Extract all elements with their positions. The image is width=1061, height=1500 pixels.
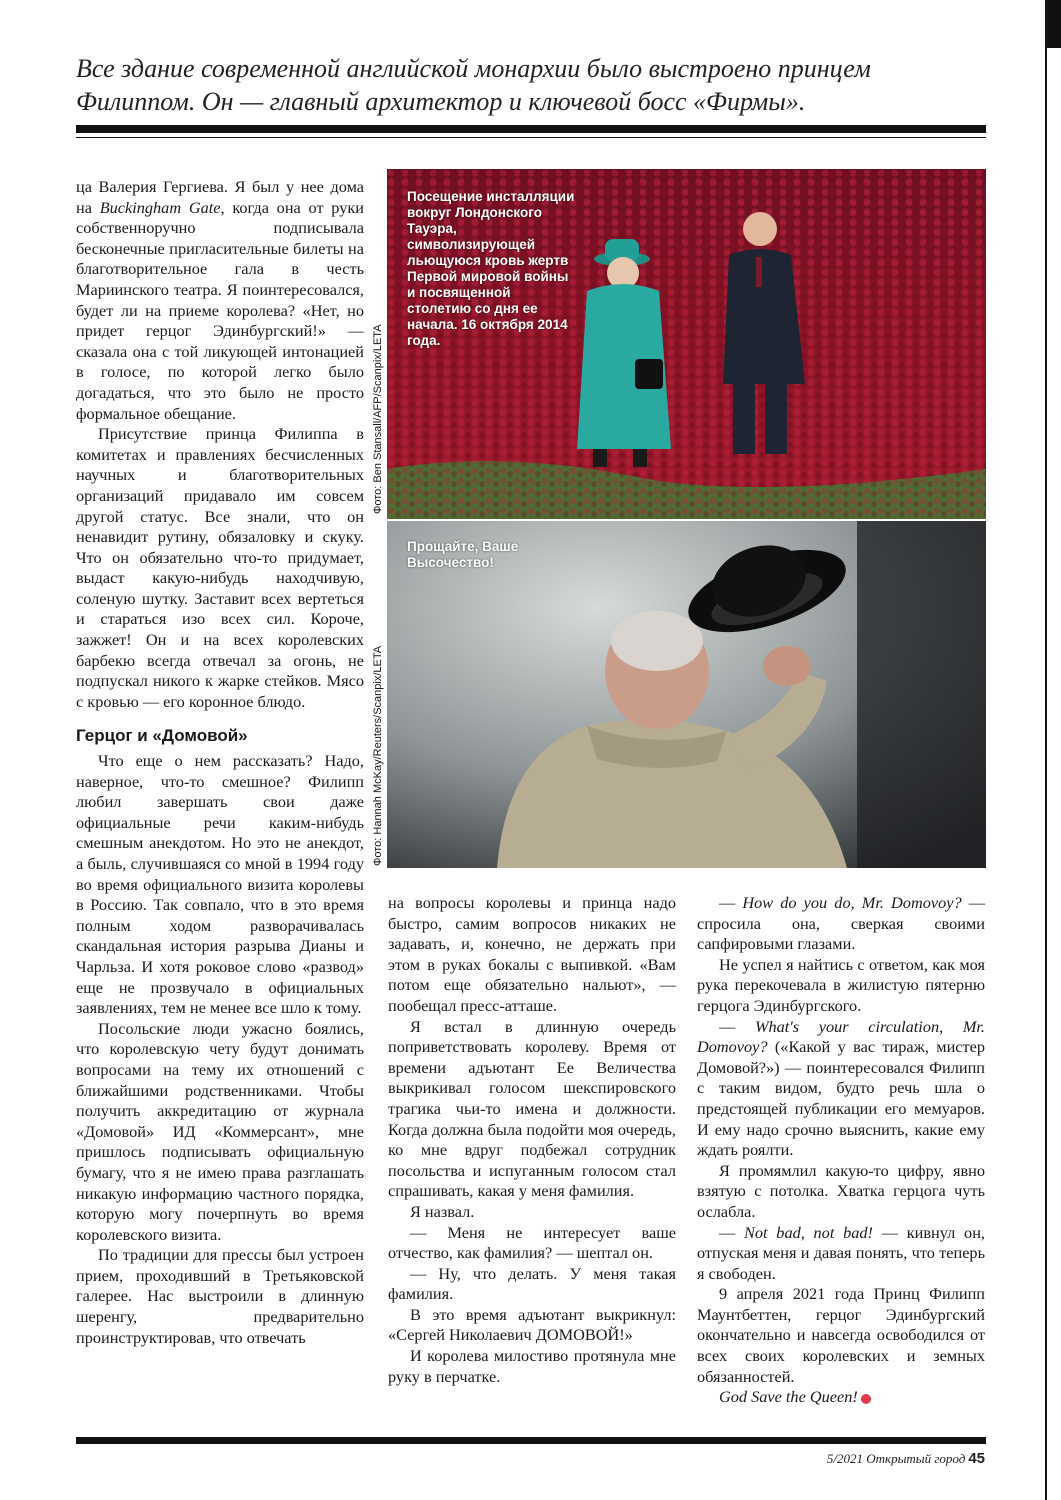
- column-3: [697, 893, 985, 1408]
- edge-tab: [1045, 0, 1061, 48]
- photo-tower-poppies: [387, 169, 986, 519]
- col2-paragraph-5: — Ну, что делать. У меня такая фамилия.: [388, 1263, 676, 1304]
- edge-rule: [1045, 48, 1047, 1500]
- col3-paragraph-1: — How do you do, Mr. Domovoy? — спросила она, сверкая своими сапфировыми глазами.: [697, 893, 985, 954]
- col3-paragraph-6: 9 апреля 2021 года Принц Филипп Маунтбеттен, герцог Эдинбургский окончательно и навсегда освободился от всех своих королевских и земных обязанностей.: [697, 1284, 985, 1386]
- photo-tower-credit: Фото: Ben Stansall/AFP/Scanpix/LETA: [372, 324, 384, 514]
- photo-farewell: [387, 521, 986, 868]
- col1-paragraph-5: По традиции для прессы был устроен прием, проходивший в Третьяковской галерее. Нас выстроили в длинную шеренгу, предварительно проинструктировав, что отвечать: [76, 1245, 364, 1347]
- page-footer: [827, 1450, 985, 1467]
- place-name: Buckingham Gate: [99, 197, 221, 217]
- col3-paragraph-3: — What's your circulation, Mr. Domovoy? («Какой у вас тираж, мистер Домовой?») — поинтересовался Филипп с таким видом, будто речь шла о предстоящей публикации его мемуаров. И ему надо срочно выяснить, какие ему ждать роялти.: [697, 1016, 985, 1160]
- col3-paragraph-7: God Save the Queen!: [697, 1387, 985, 1408]
- col2-paragraph-2: Я встал в длинную очередь поприветствовать королеву. Время от времени адъютант Ее Величества выкрикивал голосом шекспировского трагика чьи-то имена и должности. Когда должна была подойти моя очередь, ко мне вдруг подбежал сотрудник посольства и испуганным голосом стал спрашивать, какая у меня фамилия.: [388, 1016, 676, 1201]
- column-2: [388, 893, 676, 1387]
- photo-farewell-image: [387, 521, 986, 868]
- col2-paragraph-3: Я назвал.: [410, 1201, 475, 1221]
- col1-paragraph-4: Посольские люди ужасно боялись, что королевскую чету будут донимать вопросами на тему их отношений с ближайшими родственниками. Чтобы получить аккредитацию от журнала «Домовой» ИД «Коммерсант», мне пришлось подписывать официальную бумагу, что я не имею права разглашать никакую информацию частного порядка, которую могу почерпнуть во время королевского визита.: [76, 1018, 364, 1244]
- photo-tower-caption: Посещение инсталляции вокруг Лондонского Тауэра, символизирующей льющуюся кровь жертв Первой мировой войны и посвященной столетию со дня ее начала. 16 октября 2014 года.: [407, 189, 575, 348]
- col3-paragraph-4: Я промямлил какую-то цифру, явно взятую с потолка. Хватка герцога чуть ослабла.: [697, 1160, 985, 1221]
- col1-paragraph-1: ца Валерия Гергиева. Я был у нее дома на Buckingham Gate, когда она от руки собственноручно подписывала бесконечные пригласительные билеты на благотворительное гала в честь Мариинского театра. Я поинтересовался, будет ли на приеме королева? «Нет, но придет герцог Эдинбургский!» — сказала она с той ликующей интонацией в голосе, по которой легко было догадаться, что это было не просто формальное обещание.: [76, 177, 365, 423]
- col3-paragraph-5: — Not bad, not bad! — кивнул он, отпуская меня и давая понять, что теперь я свободен.: [697, 1222, 985, 1283]
- issue-label: 5/2021 Открытый город: [826, 1451, 966, 1466]
- column-1: [76, 177, 364, 1348]
- end-of-article-icon: [861, 1394, 871, 1404]
- col3-paragraph-2: Не успел я найтись с ответом, как моя рука перекочевала в жилистую пятерню герцога Эдинбургского.: [697, 954, 985, 1015]
- section-subheading: Герцог и «Домовой»: [76, 726, 248, 746]
- photo-farewell-credit: Фото: Hannah McKay/Reuters/Scanpix/LETA: [372, 645, 384, 866]
- col1-paragraph-2: Присутствие принца Филиппа в комитетах и правлениях бесчисленных научных и благотворительных организаций придавало им совсем другой статус. Все знали, что он ненавидит рутину, обязаловку и скуку. Что он обязательно что-то придумает, выдаст какую-нибудь находчивую, соленую шутку. Заставит всех вертеться и стараться изо всех сил. Короче, зажжет! Он и на всех королевских барбекю всегда отвечал за огонь, не подпускал никого к жарке стейков. Мясо с кровью — его коронное блюдо.: [76, 424, 364, 711]
- col1-paragraph-3: Что еще о нем рассказать? Надо, наверное, что-то смешное? Филипп любил завершать свои даже официальные речи каким-нибудь смешным анекдотом. Но это не анекдот, а быль, случившаяся со мной в 1994 году во время официального визита королевы в Россию. Так совпало, что в это время полным ходом разворачивалась скандальная история разрыва Дианы и Чарльза. И хотя роковое слово «развод» еще не прозвучало в официальных заявлениях, тем не менее все шло к тому.: [76, 751, 364, 1018]
- col2-paragraph-6: В это время адъютант выкрикнул: «Сергей Николаевич ДОМОВОЙ!»: [388, 1304, 676, 1345]
- top-rule-thin: [76, 137, 986, 138]
- col2-paragraph-1: на вопросы королевы и принца надо быстро, самим вопросов никаких не задавать, и, конечно, не держать при этом в руках бокалы с выпивкой. «Вам потом еще обязательно нальют», — пообещал пресс-атташе.: [388, 893, 676, 1015]
- photo-farewell-caption: Прощайте, Ваше Высочество!: [407, 539, 519, 570]
- col2-paragraph-4: — Меня не интересует ваше отчество, как фамилия? — шептал он.: [388, 1222, 676, 1263]
- top-rule: [76, 125, 986, 133]
- page-number: 45: [968, 1450, 985, 1467]
- bottom-rule: [76, 1437, 986, 1444]
- col2-paragraph-7: И королева милостиво протянула мне руку в перчатке.: [388, 1346, 676, 1386]
- pull-quote: Все здание современной английской монархии было выстроено принцем Филиппом. Он — главный архитектор и ключевой босс «Фирмы».: [76, 54, 871, 116]
